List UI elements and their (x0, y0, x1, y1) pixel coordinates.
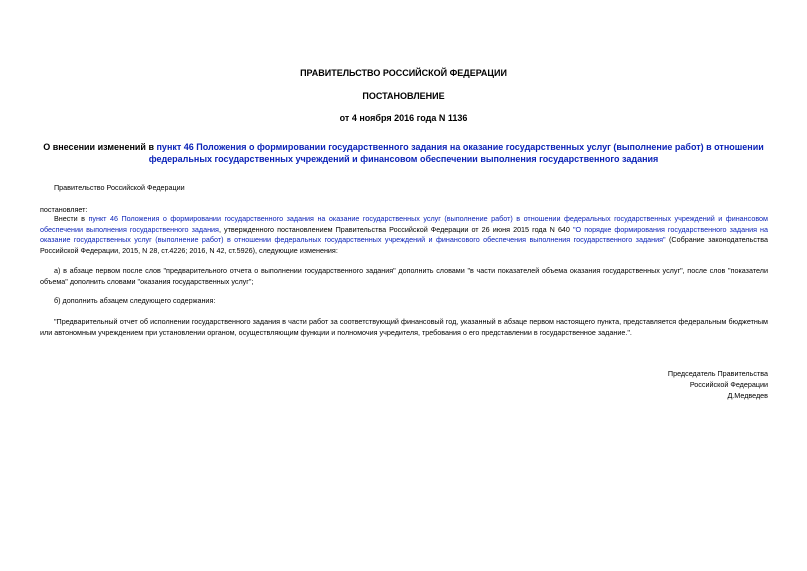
amendment-text-c: (Собрание законодательства Российской Федерации, 2015, N 28, ст.4226; 2016, N 42, ст.5926), следующие изменения: (40, 235, 768, 255)
point-46-link[interactable]: пункт 46 Положения о формировании государственного задания на оказание государственных услуг (выполнение работ) в отношении федеральных государственных учреждений и финансовом обеспечении выполнения государственного задания (40, 214, 768, 234)
amendment-text-a: Внести в (54, 214, 89, 223)
decides-paragraph: постановляет: (40, 205, 88, 214)
quoted-paragraph: "Предварительный отчет об исполнении государственного задания в части работ за соответствующий финансовый год, указанный в абзаце первом настоящего пункта, представляется федеральным бюджетным или автономным учреждением при установлении органом, осуществляющим функции и полномочия учредителя, требования о его представлении в государственное задание.". (40, 317, 768, 337)
title-prefix: О внесении изменений в (43, 142, 157, 152)
signature-position-2: Российской Федерации (689, 380, 768, 389)
item-b-paragraph: б) дополнить абзацем следующего содержания: (54, 296, 216, 305)
title-link[interactable]: пункт 46 Положения о формировании государственного задания на оказание государственных услуг (выполнение работ) в отношении федеральных государственных учреждений и финансовом обеспечении выполнения государственного задания (148, 142, 764, 164)
resolution-640-link[interactable]: "О порядке формирования государственного задания на оказание государственных услуг (выполнение работ) в отношении федеральных государственных учреждений и финансового обеспечения выполнения государственного задания" (40, 224, 769, 245)
signature-block (668, 368, 768, 401)
document-type: ПОСТАНОВЛЕНИЕ (362, 91, 445, 101)
intro-paragraph: Правительство Российской Федерации (54, 183, 185, 192)
government-heading: ПРАВИТЕЛЬСТВО РОССИЙСКОЙ ФЕДЕРАЦИИ (300, 68, 507, 78)
date-number: от 4 ноября 2016 года N 1136 (339, 113, 468, 123)
signature-name: Д.Медведев (727, 391, 768, 400)
item-a-paragraph: а) в абзаце первом после слов "предварительного отчета о выполнении государственного задания" дополнить словами "в части показателей объема оказания государственных услуг", после слов "показатели объема" дополнить словами "оказания государственных услуг"; (40, 266, 768, 286)
amendment-text-b: , утвержденного постановлением Правительства Российской Федерации от 26 июня 2015 года N 640 (218, 224, 573, 234)
signature-position-1: Председатель Правительства (667, 369, 768, 378)
amendment-paragraph (40, 214, 768, 256)
document-title (40, 141, 767, 165)
